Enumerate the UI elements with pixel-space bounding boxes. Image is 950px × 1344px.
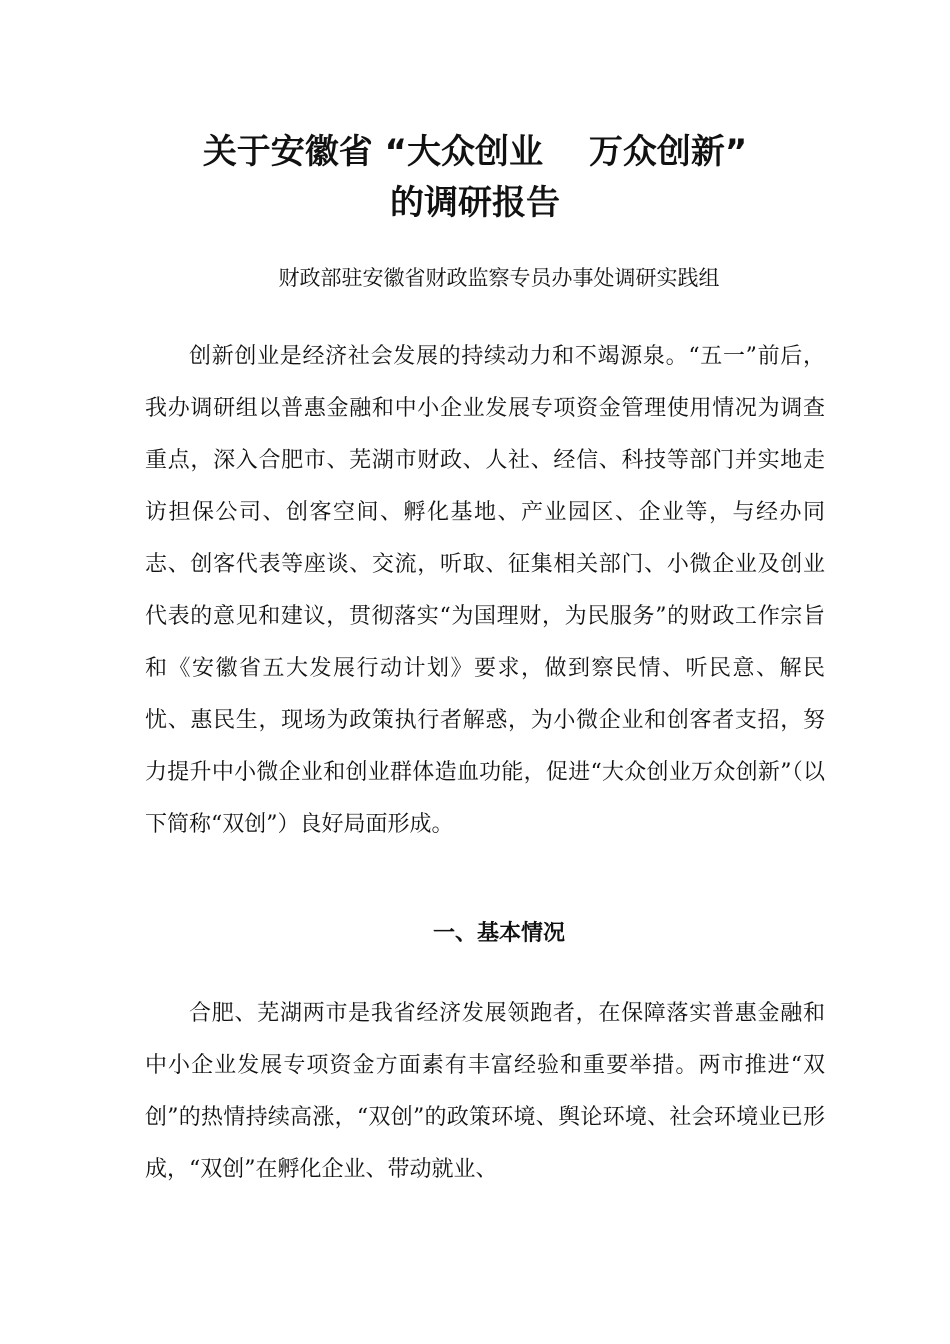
document-title-line-1: 关于安徽省 “大众创业 万众创新”: [202, 132, 748, 172]
intro-paragraph: 创新创业是经济社会发展的持续动力和不竭源泉。“五一”前后，我办调研组以普惠金融和中小企业发展专项资金管理使用情况为调查重点，深入合肥市、芜湖市财政、人社、经信、科技等部门并实地走访担保公司、创客空间、孵化基地、产业园区、企业等，与经办同志、创客代表等座谈、交流，听取、征集相关部门、小微企业及创业代表的意见和建议，贯彻落实“为国理财，为民服务”的财政工作宗旨和《安徽省五大发展行动计划》要求，做到察民情、听民意、解民忧、惠民生，现场为政策执行者解惑，为小微企业和创客者支招，努力提升中小微企业和创业群体造血功能，促进“大众创业万众创新”（以下简称“双创”）良好局面形成。: [145, 344, 825, 837]
section-heading: 一、基本情况: [432, 921, 565, 946]
section-paragraph: 合肥、芜湖两市是我省经济发展领跑者，在保障落实普惠金融和中小企业发展专项资金方面素有丰富经验和重要举措。两市推进“双创”的热情持续高涨，“双创”的政策环境、舆论环境、社会环境业已形成，“双创”在孵化企业、带动就业、: [145, 1001, 825, 1182]
document-author: 财政部驻安徽省财政监察专员办事处调研实践组: [278, 266, 720, 290]
document-title-line-2: 的调研报告: [390, 183, 560, 223]
